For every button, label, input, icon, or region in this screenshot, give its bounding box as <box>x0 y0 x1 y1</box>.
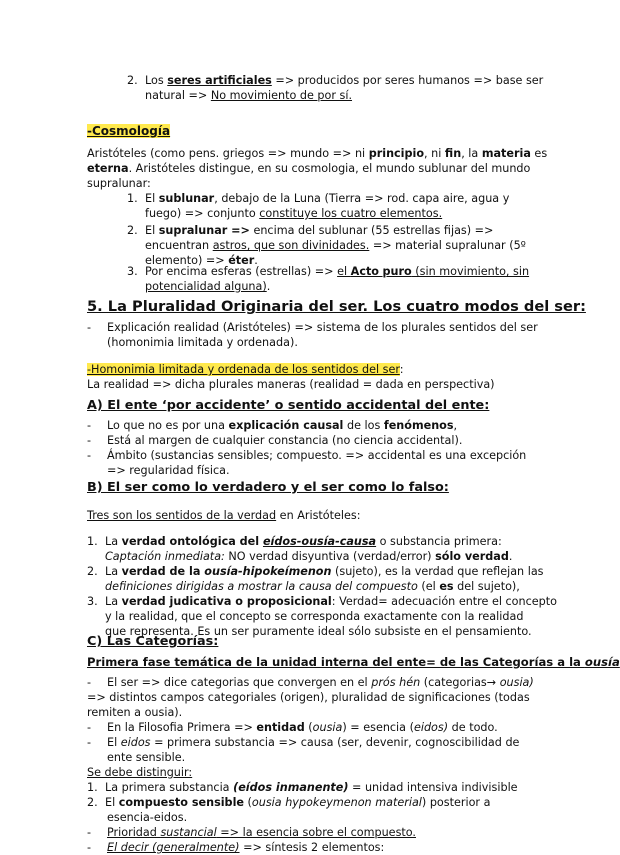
section-subtitle: Primera fase temática de la unidad interna del ente= de las Categorías a la ousía <box>87 655 620 669</box>
paragraph: Aristóteles (como pens. griegos => mundo => ni principio, ni fin, la materia es eterna. Aristóteles distingue, en su cosmologia, el mundo sublunar del mundo supralunar: <box>87 147 548 190</box>
paragraph: Tres son los sentidos de la verdad en Aristóteles: <box>87 509 361 522</box>
section-title: C) Las Categorías: <box>87 634 219 649</box>
section-heading: -Cosmología <box>87 124 171 138</box>
list-item: 1. El sublunar, debajo de la Luna (Tierra => rod. capa aire, agua y fuego) => conjunto constituye los cuatro elementos. <box>127 192 510 220</box>
section-heading: -Homonimia limitada y ordenada de los sentidos del ser: La realidad => dicha plurales maneras (realidad = dada en perspectiva) <box>87 363 495 391</box>
section-title: A) El ente ‘por accidente’ o sentido accidental del ente: <box>87 398 490 413</box>
list-item: 2. Los seres artificiales => producidos por seres humanos => base ser natural => No movimiento de por sí. <box>127 74 544 102</box>
bullet-list: - Lo que no es por una explicación causal de los fenómenos, - Está al margen de cualquier constancia (no ciencia accidental). - Ámbito (sustancias sensibles; compuesto. => accidental es una excepción => regularidad física. <box>87 419 527 477</box>
section-title: 5. La Pluralidad Originaria del ser. Los cuatro modos del ser: <box>87 298 586 315</box>
numbered-list: 1. La verdad ontológica del eídos-ousía-causa o substancia primera: Captación inmediata: NO verdad disyuntiva (verdad/error) sólo verdad. 2. La verdad de la ousía-hipokeímenon (sujeto), es la verdad que reflejan las definiciones dirigidas a mostrar la causa del compuesto (el es del sujeto), 3. La verdad judicativa o proposicional: Verdad= adecuación entre el concepto y la realidad, que el concepto se corresponda exactamente con la realidad que representa. Es un ser puramente ideal sólo subsiste en el pensamiento. <box>87 535 557 638</box>
section-title: B) El ser como lo verdadero y el ser como lo falso: <box>87 480 449 495</box>
list-item: 3. Por encima esferas (estrellas) => el Acto puro (sin movimiento, sin potencialidad alguna). <box>127 265 530 293</box>
list-item: 2. El supralunar => encima del sublunar (55 estrellas fijas) => encuentran astros, que son divinidades. => material supralunar (5º elemento) => éter. <box>127 224 526 267</box>
bullet-item: - Explicación realidad (Aristóteles) => sistema de los plurales sentidos del ser (homonimia limitada y ordenada). <box>87 321 538 349</box>
bullet-list: - El ser => dice categorias que convergen en el prós hén (categorias→ ousia) => distintos campos categoriales (origen), pluralidad de significaciones (todas remiten a ousia). - En la Filosofia Primera => entidad (ousia) = esencia (eidos) de todo. - El eidos = primera substancia => causa (ser, devenir, cognoscibilidad de ente sensible. Se debe distinguir: 1. La primera substancia (eídos inmanente) = unidad intensiva indivisible 2. El compuesto sensible (ousia hypokeymenon material) posterior a esencia-eidos. - Prioridad sustancial => la esencia sobre el compuesto. - El decir (generalmente) => síntesis 2 elementos: <box>87 676 534 854</box>
